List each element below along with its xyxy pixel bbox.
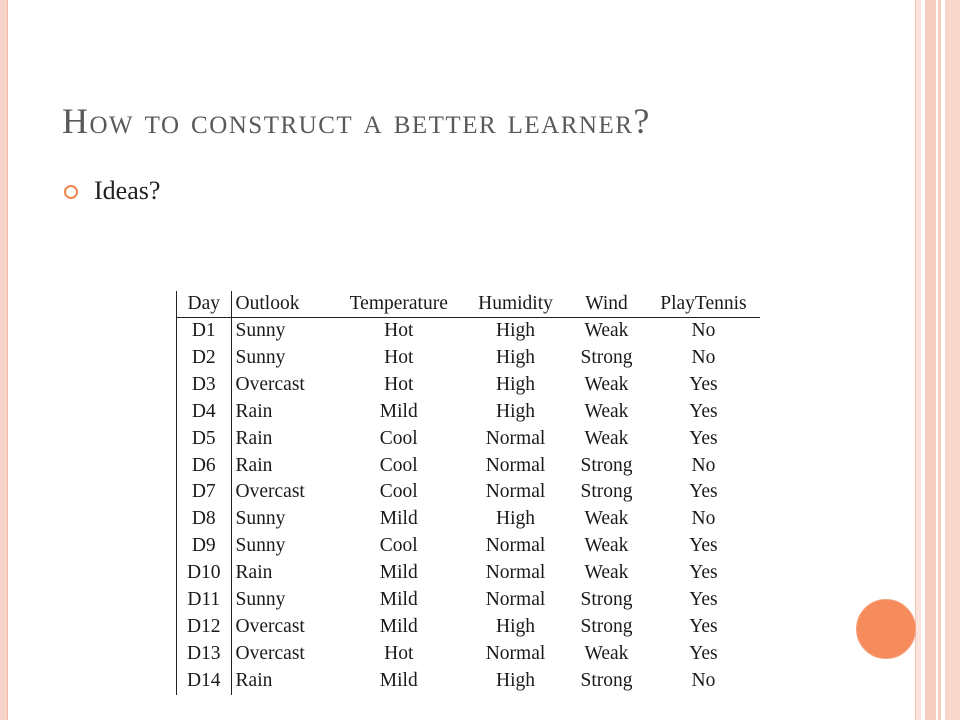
cell-humidity: Normal — [485, 481, 546, 503]
column-header-playtennis: PlayTennis — [660, 293, 747, 314]
cell-day: D9 — [177, 533, 232, 560]
cell-playtennis: Yes — [689, 427, 718, 449]
table-row — [177, 533, 761, 560]
cell-outlook: Overcast — [235, 615, 305, 637]
table-row — [177, 318, 761, 345]
cell-playtennis: No — [691, 508, 716, 530]
cell-outlook: Sunny — [235, 508, 286, 530]
cell-wind: Strong — [580, 481, 633, 503]
right-stripe-decoration — [915, 0, 960, 720]
cell-outlook: Sunny — [235, 535, 286, 557]
cell-wind: Weak — [584, 320, 629, 341]
column-header-day: Day — [177, 291, 232, 318]
cell-playtennis: No — [691, 320, 716, 341]
column-header-wind: Wind — [585, 293, 628, 314]
bullet-item — [64, 176, 160, 206]
column-header-temperature: Temperature — [349, 293, 448, 314]
cell-humidity: High — [496, 508, 536, 530]
column-header-humidity: Humidity — [478, 293, 553, 314]
table-header-row — [177, 291, 761, 318]
table-row — [177, 345, 761, 372]
cell-temperature: Mild — [379, 562, 418, 584]
cell-humidity: Normal — [485, 535, 546, 557]
cell-day: D7 — [177, 479, 232, 506]
cell-outlook: Rain — [235, 400, 273, 422]
cell-temperature: Mild — [379, 615, 418, 637]
cell-day: D14 — [177, 668, 232, 695]
accent-circle-decoration — [856, 599, 916, 659]
cell-wind: Weak — [584, 562, 629, 584]
cell-temperature: Hot — [384, 642, 414, 664]
cell-temperature: Mild — [379, 589, 418, 611]
table-row — [177, 587, 761, 614]
cell-temperature: Cool — [379, 454, 418, 476]
cell-outlook: Overcast — [235, 642, 305, 664]
table-row — [177, 453, 761, 480]
left-border-decoration — [0, 0, 8, 720]
cell-day: D10 — [177, 560, 232, 587]
cell-temperature: Mild — [379, 400, 418, 422]
cell-playtennis: Yes — [689, 535, 718, 557]
cell-humidity: Normal — [485, 589, 546, 611]
cell-day: D1 — [177, 318, 232, 345]
cell-humidity: High — [496, 346, 536, 368]
table-row — [177, 399, 761, 426]
cell-outlook: Overcast — [235, 373, 305, 395]
cell-wind: Weak — [584, 508, 629, 530]
cell-outlook: Sunny — [235, 346, 286, 368]
cell-wind: Strong — [580, 589, 633, 611]
cell-outlook: Overcast — [235, 481, 305, 503]
table-row — [177, 479, 761, 506]
cell-temperature: Mild — [379, 669, 418, 691]
cell-wind: Weak — [584, 400, 629, 422]
cell-temperature: Hot — [384, 346, 414, 368]
cell-humidity: High — [496, 373, 536, 395]
cell-playtennis: Yes — [689, 615, 718, 637]
cell-day: D2 — [177, 345, 232, 372]
stripe — [925, 0, 936, 720]
slide-title: How to construct a better learner? — [62, 101, 651, 141]
cell-wind: Strong — [580, 669, 633, 691]
table-row — [177, 560, 761, 587]
table-body — [177, 318, 761, 695]
cell-day: D13 — [177, 641, 232, 668]
cell-temperature: Hot — [384, 373, 414, 395]
cell-temperature: Cool — [379, 535, 418, 557]
cell-outlook: Rain — [235, 669, 273, 691]
play-tennis-table — [176, 291, 760, 696]
bullet-text: Ideas? — [94, 176, 161, 205]
cell-outlook: Rain — [235, 562, 273, 584]
table-row — [177, 506, 761, 533]
cell-wind: Weak — [584, 642, 629, 664]
cell-humidity: High — [496, 320, 536, 341]
cell-playtennis: No — [691, 669, 716, 691]
table-row — [177, 372, 761, 399]
cell-humidity: Normal — [485, 642, 546, 664]
cell-outlook: Sunny — [235, 320, 286, 341]
cell-humidity: High — [496, 669, 536, 691]
cell-humidity: Normal — [485, 454, 546, 476]
cell-day: D3 — [177, 372, 232, 399]
cell-temperature: Hot — [384, 320, 414, 341]
cell-temperature: Cool — [379, 481, 418, 503]
cell-temperature: Mild — [379, 508, 418, 530]
cell-playtennis: Yes — [689, 589, 718, 611]
cell-day: D8 — [177, 506, 232, 533]
cell-playtennis: Yes — [689, 562, 718, 584]
data-table — [176, 291, 760, 695]
cell-playtennis: No — [691, 454, 716, 476]
cell-playtennis: Yes — [689, 373, 718, 395]
cell-day: D11 — [177, 587, 232, 614]
stripe — [945, 0, 960, 720]
column-header-outlook: Outlook — [235, 293, 300, 314]
table-row — [177, 668, 761, 695]
cell-wind: Strong — [580, 454, 633, 476]
cell-day: D6 — [177, 453, 232, 480]
cell-playtennis: Yes — [689, 400, 718, 422]
bullet-list — [64, 176, 160, 206]
cell-outlook: Rain — [235, 454, 273, 476]
cell-wind: Weak — [584, 373, 629, 395]
cell-day: D5 — [177, 426, 232, 453]
cell-playtennis: Yes — [689, 481, 718, 503]
cell-playtennis: Yes — [689, 642, 718, 664]
cell-day: D4 — [177, 399, 232, 426]
cell-day: D12 — [177, 614, 232, 641]
table-row — [177, 426, 761, 453]
cell-humidity: Normal — [485, 562, 546, 584]
cell-humidity: High — [496, 615, 536, 637]
circle-bullet-icon — [64, 185, 78, 199]
cell-wind: Strong — [580, 346, 633, 368]
cell-wind: Strong — [580, 615, 633, 637]
cell-outlook: Sunny — [235, 589, 286, 611]
cell-playtennis: No — [691, 346, 716, 368]
cell-humidity: High — [496, 400, 536, 422]
cell-temperature: Cool — [379, 427, 418, 449]
cell-wind: Weak — [584, 535, 629, 557]
cell-wind: Weak — [584, 427, 629, 449]
cell-humidity: Normal — [485, 427, 546, 449]
table-row — [177, 641, 761, 668]
table-row — [177, 614, 761, 641]
cell-outlook: Rain — [235, 427, 273, 449]
